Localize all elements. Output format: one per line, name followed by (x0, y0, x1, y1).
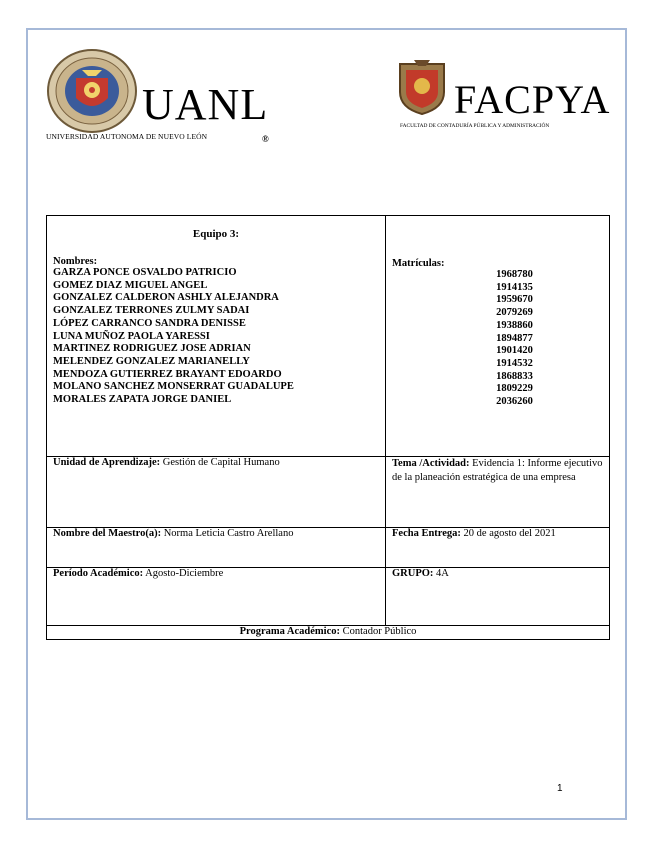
facpya-subtitle: FACULTAD DE CONTADURÍA PÚBLICA Y ADMINISTRACIÓN (400, 123, 550, 129)
programa-value: Contador Público (342, 626, 417, 637)
maestro-value: Norma Leticia Castro Arellano (163, 528, 294, 539)
periodo-value: Agosto-Diciembre (145, 568, 224, 579)
facpya-shield-icon (396, 58, 448, 116)
member-name: MARTINEZ RODRIGUEZ JOSE ADRIAN (53, 343, 251, 355)
member-id: 1914532 (496, 357, 533, 369)
uanl-seal-icon (46, 48, 138, 134)
member-name: GOMEZ DIAZ MIGUEL ANGEL (53, 279, 208, 291)
grupo-cell (386, 568, 610, 626)
page-number: 1 (557, 783, 563, 794)
member-id: 1968780 (496, 269, 533, 280)
member-name: GONZALEZ TERRONES ZULMY SADAI (53, 305, 250, 317)
grupo-label: GRUPO: (392, 568, 434, 579)
grupo-value: 4A (436, 568, 449, 579)
member-name: LÓPEZ CARRANCO SANDRA DENISSE (53, 317, 246, 329)
programa-label: Programa Académico: (239, 626, 340, 637)
uanl-logo (46, 48, 296, 148)
unidad-cell (47, 457, 386, 528)
fecha-cell (386, 528, 610, 568)
unidad-label: Unidad de Aprendizaje: (53, 457, 161, 468)
tema-cell (386, 457, 610, 528)
member-id: 1901420 (496, 345, 533, 357)
member-id: 2079269 (496, 307, 533, 319)
periodo-label: Período Académico: (53, 568, 144, 579)
member-id: 1868833 (496, 370, 533, 382)
member-name: MELENDEZ GONZALEZ MARIANELLY (53, 355, 250, 367)
member-id: 1914135 (496, 281, 533, 293)
member-id: 1894877 (496, 332, 533, 344)
team-title: Equipo 3: (192, 228, 240, 240)
maestro-cell (47, 528, 386, 568)
periodo-cell (47, 568, 386, 626)
member-id: 1959670 (496, 294, 533, 306)
maestro-label: Nombre del Maestro(a): (53, 528, 162, 539)
uanl-subtitle: UNIVERSIDAD AUTONOMA DE NUEVO LEÓN (46, 132, 208, 141)
member-id: 1809229 (496, 383, 533, 395)
member-name: MOLANO SANCHEZ MONSERRAT GUADALUPE (53, 381, 294, 393)
uanl-wordmark: UANL (142, 80, 269, 129)
cover-table (46, 215, 610, 640)
member-name: LUNA MUÑOZ PAOLA YARESSI (53, 330, 210, 342)
member-id: 2036260 (496, 396, 533, 408)
member-name: MENDOZA GUTIERREZ BRAYANT EDOARDO (53, 368, 282, 380)
fecha-value: 20 de agosto del 2021 (463, 528, 556, 539)
member-name: GONZALEZ CALDERON ASHLY ALEJANDRA (53, 292, 279, 304)
programa-cell (47, 626, 610, 640)
team-names-cell (47, 216, 386, 457)
registered-mark: ® (262, 134, 269, 144)
member-name: GARZA PONCE OSVALDO PATRICIO (53, 267, 237, 278)
member-id: 1938860 (496, 319, 533, 331)
names-label: Nombres: (53, 256, 98, 267)
names-list (53, 267, 379, 407)
tema-label: Tema /Actividad: (392, 458, 470, 469)
facpya-logo (396, 58, 616, 138)
ids-label: Matrículas: (392, 258, 445, 269)
member-name: MORALES ZAPATA JORGE DANIEL (53, 394, 232, 406)
team-ids-cell (386, 216, 610, 457)
fecha-label: Fecha Entrega: (392, 528, 461, 539)
unidad-value: Gestión de Capital Humano (162, 457, 280, 468)
ids-list (392, 269, 603, 409)
tema-value: Evidencia 1: Informe ejecutivo de la planeación estratégica de una empresa (392, 458, 603, 483)
facpya-wordmark: FACPYA (454, 77, 611, 122)
